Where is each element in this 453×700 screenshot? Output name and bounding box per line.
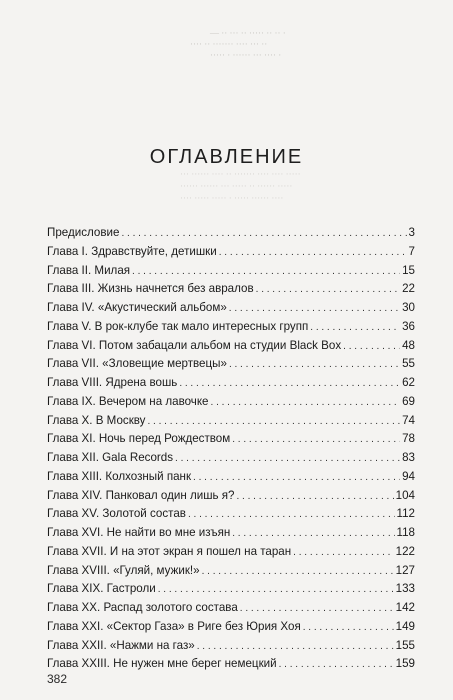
toc-entry (47, 301, 415, 320)
toc-entry-page: 104 (395, 488, 415, 502)
dot-leader (237, 491, 394, 502)
toc-entry (47, 451, 415, 470)
toc-entry-page: 78 (402, 432, 415, 446)
toc-entry-label: Глава XVIII. «Гуляй, мужик!» (47, 563, 200, 577)
toc-entry-label: Глава XVI. Не найти во мне изъян (47, 526, 231, 539)
toc-entry-label: Глава VIII. Ядрена вошь (47, 376, 178, 389)
dot-leader (202, 566, 394, 577)
toc-entry-label: Глава V. В рок-клубе так мало интересных групп (47, 319, 309, 333)
toc-entry-page: 83 (402, 451, 415, 464)
dot-leader (232, 528, 394, 539)
toc-entry-label: Глава I. Здравствуйте, детишки (47, 244, 217, 258)
toc-entry-page: 159 (395, 657, 415, 671)
dot-leader (232, 434, 400, 445)
toc-entry-page: 94 (402, 469, 415, 483)
toc-entry-label: Глава II. Милая (47, 263, 131, 277)
toc-entry-page: 155 (395, 638, 415, 652)
toc-entry-page: 127 (395, 563, 415, 577)
dot-leader (211, 397, 401, 408)
dot-leader (229, 303, 400, 314)
toc-entry-label: Глава XI. Ночь перед Рождеством (47, 432, 231, 446)
dot-leader (175, 453, 400, 464)
toc-entry (47, 282, 415, 301)
dot-leader (219, 247, 407, 258)
toc-entry-label: Глава XIV. Панковал один лишь я? (47, 488, 235, 502)
toc-entry (47, 507, 415, 526)
toc-entry-label: Глава XXII. «Нажми на газ» (47, 638, 195, 652)
toc-entry (47, 564, 415, 583)
toc-entry-page: 7 (408, 244, 415, 258)
toc-entry-page: 74 (402, 413, 415, 427)
toc-entry-label: Глава VII. «Зловещие мертвецы» (47, 357, 227, 371)
dot-leader (121, 228, 406, 239)
toc-entry-label: Глава VI. Потом забацали альбом на студии Black Box (47, 338, 342, 352)
toc-entry-page: 69 (402, 394, 415, 408)
toc-entry (47, 489, 415, 508)
toc-entry (47, 395, 415, 414)
dot-leader (132, 266, 400, 277)
page-number: 382 (47, 672, 68, 686)
toc-entry (47, 657, 415, 676)
toc-entry-page: 30 (402, 301, 415, 314)
toc-entry-label: Глава IV. «Акустический альбом» (47, 301, 227, 314)
toc-entry-label: Глава XII. Gala Records (47, 451, 174, 464)
dot-leader (279, 659, 394, 670)
dot-leader (158, 584, 394, 595)
dot-leader (179, 378, 400, 389)
dot-leader (229, 359, 400, 370)
toc-entry-page: 118 (396, 526, 415, 539)
dot-leader (197, 641, 394, 652)
toc-entry (47, 526, 415, 545)
toc-entry-label: Глава XIII. Колхозный панк (47, 469, 192, 483)
toc-entry-page: 36 (402, 319, 415, 333)
toc-entry-page: 15 (402, 263, 415, 277)
toc-entry-label: Глава XIX. Гастроли (47, 582, 156, 596)
toc-entry-page: 22 (402, 282, 415, 296)
toc-entry-page: 48 (402, 338, 415, 352)
toc-entry-label: Глава III. Жизнь начнется без авралов (47, 282, 254, 296)
toc-entry-page: 133 (395, 582, 415, 596)
toc-entry (47, 376, 415, 395)
dot-leader (293, 547, 393, 558)
toc-entry-page: 122 (395, 544, 415, 558)
toc-entry-label: Глава IX. Вечером на лавочке (47, 394, 209, 408)
toc-entry (47, 320, 415, 339)
toc-entry (47, 414, 415, 433)
toc-entry-label: Глава XXIII. Не нужен мне берег немецкий (47, 657, 277, 671)
toc-entry-page: 3 (408, 226, 415, 239)
toc-entry (47, 601, 415, 620)
show-through-text-middle: ··· ······ ···· ·· ······· ···· ···· ····· ······ ······ ··· ····· ·· ······ ····· ···· ····· ····· · ····· ······ ···· (180, 169, 301, 203)
toc-entry-label: Глава X. В Москву (47, 413, 146, 427)
toc-entry (47, 470, 415, 489)
toc-entry-label: Глава XXI. «Сектор Газа» в Риге без Юрия Хоя (47, 619, 301, 633)
toc-entry (47, 339, 415, 358)
toc-entry-page: 142 (395, 601, 415, 614)
toc-entry (47, 432, 415, 451)
toc-entry (47, 620, 415, 639)
dot-leader (240, 603, 394, 614)
toc-entry (47, 545, 415, 564)
toc-entry (47, 639, 415, 658)
toc-entry-label: Глава XVII. И на этот экран я пошел на таран (47, 544, 292, 558)
toc-entry (47, 264, 415, 283)
toc-entry (47, 226, 415, 245)
dot-leader (193, 472, 400, 483)
toc-entry-page: 149 (395, 619, 415, 633)
toc-entry-label: Глава XV. Золотой состав (47, 507, 186, 521)
toc-entry (47, 245, 415, 264)
toc-entry-page: 62 (402, 376, 415, 389)
toc-entry-label: Глава XX. Распад золотого состава (47, 601, 238, 614)
toc-entry (47, 582, 415, 601)
toc-entry-label: Предисловие (47, 226, 120, 239)
table-of-contents (47, 226, 415, 676)
page-title: ОГЛАВЛЕНИЕ (149, 146, 304, 168)
dot-leader (188, 509, 395, 520)
dot-leader (256, 284, 400, 295)
show-through-text-top: — ·· ··· ·· ····· ·· ·· · ···· ·· ······· ···· ··· ·· ····· · ······ ··· ···· · (190, 28, 286, 60)
toc-entry-page: 112 (396, 507, 415, 521)
toc-entry-page: 55 (402, 357, 415, 371)
toc-entry (47, 357, 415, 376)
dot-leader (343, 341, 400, 352)
dot-leader (147, 416, 400, 427)
dot-leader (303, 622, 394, 633)
dot-leader (310, 322, 400, 333)
